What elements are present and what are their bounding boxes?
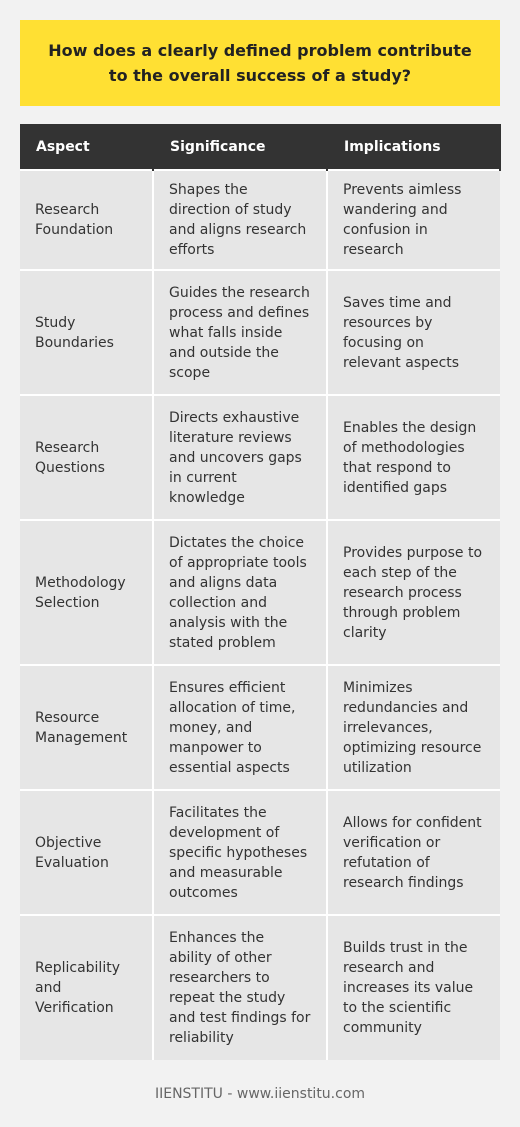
table-row	[20, 270, 500, 395]
table-row	[20, 665, 500, 790]
cell-implications: Saves time and resources by focusing on relevant aspects	[327, 270, 500, 395]
table-row	[20, 915, 500, 1060]
table-row	[20, 170, 500, 270]
table-row	[20, 790, 500, 915]
cell-significance: Shapes the direction of study and aligns research efforts	[153, 170, 327, 270]
cell-aspect: Resource Management	[20, 665, 153, 790]
cell-implications: Builds trust in the research and increases its value to the scientific community	[327, 915, 500, 1060]
cell-implications: Allows for confident verification or refutation of research findings	[327, 790, 500, 915]
cell-aspect: Research Foundation	[20, 170, 153, 270]
cell-aspect: Study Boundaries	[20, 270, 153, 395]
cell-aspect: Replicability and Verification	[20, 915, 153, 1060]
cell-aspect: Objective Evaluation	[20, 790, 153, 915]
cell-implications: Enables the design of methodologies that respond to identified gaps	[327, 395, 500, 520]
cell-significance: Ensures efficient allocation of time, money, and manpower to essential aspects	[153, 665, 327, 790]
footer-credit: IIENSTITU - www.iienstitu.com	[154, 1086, 366, 1102]
header-aspect: Aspect	[20, 124, 153, 170]
cell-implications: Provides purpose to each step of the research process through problem clarity	[327, 520, 500, 665]
cell-significance: Directs exhaustive literature reviews and uncovers gaps in current knowledge	[153, 395, 327, 520]
header-significance: Significance	[153, 124, 327, 170]
cell-implications: Prevents aimless wandering and confusion in research	[327, 170, 500, 270]
table-row	[20, 395, 500, 520]
table-row	[20, 520, 500, 665]
cell-significance: Facilitates the development of specific hypotheses and measurable outcomes	[153, 790, 327, 915]
cell-significance: Guides the research process and defines what falls inside and outside the scope	[153, 270, 327, 395]
cell-implications: Minimizes redundancies and irrelevances, optimizing resource utilization	[327, 665, 500, 790]
table-header-row	[20, 124, 500, 170]
header-implications: Implications	[327, 124, 500, 170]
aspects-table	[20, 124, 501, 1060]
cell-aspect: Research Questions	[20, 395, 153, 520]
cell-significance: Enhances the ability of other researchers to repeat the study and test findings for reliability	[153, 915, 327, 1060]
title-banner	[20, 20, 500, 106]
page-title: How does a clearly defined problem contribute to the overall success of a study?	[48, 41, 472, 85]
cell-significance: Dictates the choice of appropriate tools and aligns data collection and analysis with the stated problem	[153, 520, 327, 665]
cell-aspect: Methodology Selection	[20, 520, 153, 665]
